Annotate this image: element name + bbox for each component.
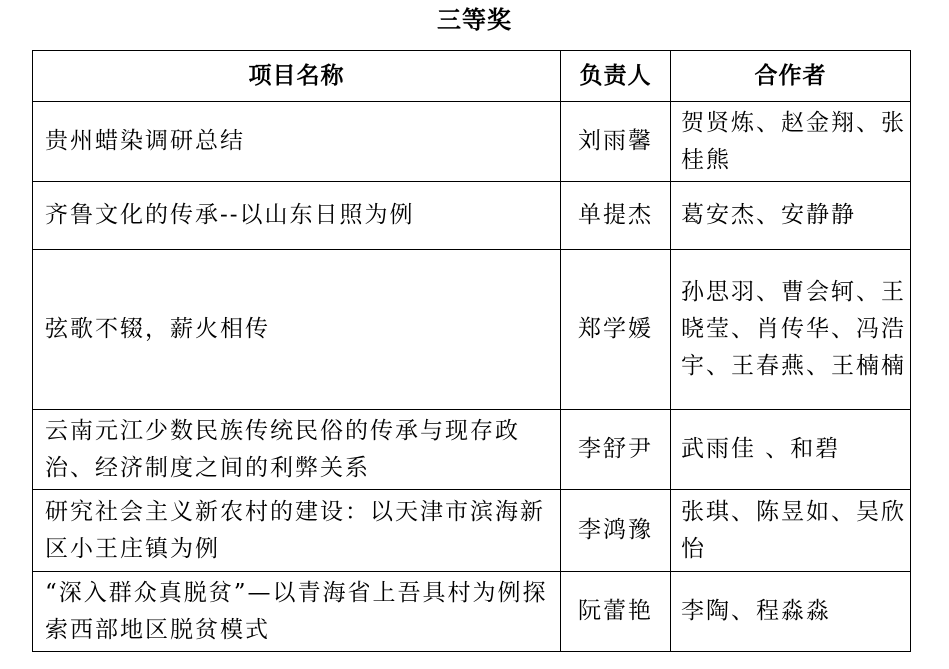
project-name: 齐鲁文化的传承--以山东日照为例	[45, 202, 415, 228]
leader-cell	[561, 182, 671, 250]
cooperators: 贺贤炼、赵金翔、张桂熊	[681, 109, 906, 173]
table-row	[33, 182, 911, 250]
project-name: 贵州蜡染调研总结	[45, 128, 245, 154]
project-name-cell	[33, 572, 561, 652]
project-name-cell	[33, 250, 561, 410]
cooperators: 葛安杰、安静静	[681, 202, 856, 228]
cooperators: 张琪、陈昱如、吴欣怡	[681, 498, 906, 562]
leader-name: 郑学媛	[578, 316, 653, 342]
table-row	[33, 250, 911, 410]
cooperators-cell	[671, 572, 911, 652]
cooperators: 孙思羽、曹会轲、王晓莹、肖传华、冯浩宇、王春燕、王楠楠	[681, 279, 906, 379]
table-row	[33, 102, 911, 182]
project-name: 弦歌不辍，薪火相传	[45, 316, 270, 342]
leader-cell	[561, 410, 671, 490]
project-name-cell	[33, 490, 561, 572]
leader-name: 刘雨馨	[578, 128, 653, 154]
leader-name: 阮蕾艳	[578, 598, 653, 624]
header-leader: 负责人	[561, 51, 671, 102]
cooperators-cell	[671, 182, 911, 250]
page-title: 三等奖	[437, 6, 512, 34]
award-table	[32, 50, 911, 652]
header-cooperators: 合作者	[671, 51, 911, 102]
project-name-cell	[33, 410, 561, 490]
project-name: “深入群众真脱贫”—以青海省上吾具村为例探索西部地区脱贫模式	[45, 579, 548, 643]
cooperators-cell	[671, 250, 911, 410]
leader-cell	[561, 250, 671, 410]
leader-name: 单提杰	[578, 202, 653, 228]
project-name-cell	[33, 102, 561, 182]
table-row	[33, 410, 911, 490]
project-name-cell	[33, 182, 561, 250]
header-project-name: 项目名称	[33, 51, 561, 102]
cooperators: 武雨佳 、和碧	[681, 436, 841, 462]
leader-cell	[561, 572, 671, 652]
project-name: 云南元江少数民族传统民俗的传承与现存政治、经济制度之间的利弊关系	[45, 417, 520, 481]
leader-name: 李鸿豫	[578, 517, 653, 543]
cooperators: 李陶、程淼淼	[681, 598, 831, 624]
cooperators-cell	[671, 102, 911, 182]
table-row	[33, 490, 911, 572]
project-name: 研究社会主义新农村的建设：以天津市滨海新区小王庄镇为例	[45, 498, 545, 562]
leader-name: 李舒尹	[578, 436, 653, 462]
table-row	[33, 572, 911, 652]
leader-cell	[561, 490, 671, 572]
table-header-row	[33, 51, 911, 102]
leader-cell	[561, 102, 671, 182]
cooperators-cell	[671, 490, 911, 572]
cooperators-cell	[671, 410, 911, 490]
